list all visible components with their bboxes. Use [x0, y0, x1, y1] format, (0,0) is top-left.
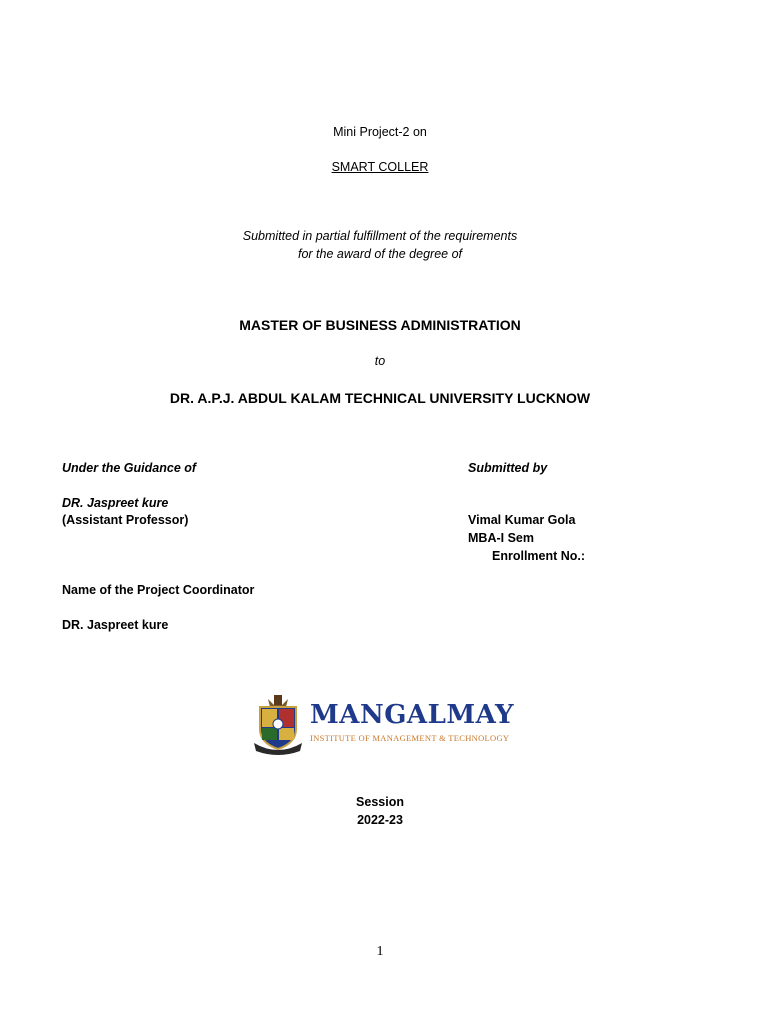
page-number: 1: [376, 944, 384, 959]
crest-emblem-icon: [252, 695, 304, 755]
student-name: Vimal Kumar Gola: [468, 513, 576, 527]
degree-name: MASTER OF BUSINESS ADMINISTRATION: [239, 317, 521, 333]
session-label: Session: [356, 795, 404, 809]
coordinator-name: DR. Jaspreet kure: [62, 618, 169, 632]
guidance-label: Under the Guidance of: [62, 461, 197, 475]
guide-designation: (Assistant Professor): [62, 513, 189, 527]
project-title: SMART COLLER: [331, 160, 429, 174]
submitted-by-label: Submitted by: [468, 461, 548, 475]
student-course: MBA-I Sem: [468, 531, 534, 545]
logo-wordmark: MANGALMAY: [310, 700, 515, 730]
session-years: 2022-23: [357, 813, 403, 827]
to-label: to: [374, 354, 386, 368]
coordinator-label: Name of the Project Coordinator: [62, 583, 255, 597]
enrollment-label: Enrollment No.:: [492, 549, 586, 563]
project-heading: Mini Project-2 on: [333, 125, 427, 139]
submission-line-2: for the award of the degree of: [298, 247, 462, 261]
submission-line-1: Submitted in partial fulfillment of the requirements: [242, 229, 518, 243]
guide-name: DR. Jaspreet kure: [62, 496, 169, 510]
logo-tagline: INSTITUTE OF MANAGEMENT & TECHNOLOGY: [310, 733, 510, 743]
institute-logo: [252, 695, 515, 755]
university-name: DR. A.P.J. ABDUL KALAM TECHNICAL UNIVERSITY LUCKNOW: [169, 390, 591, 406]
